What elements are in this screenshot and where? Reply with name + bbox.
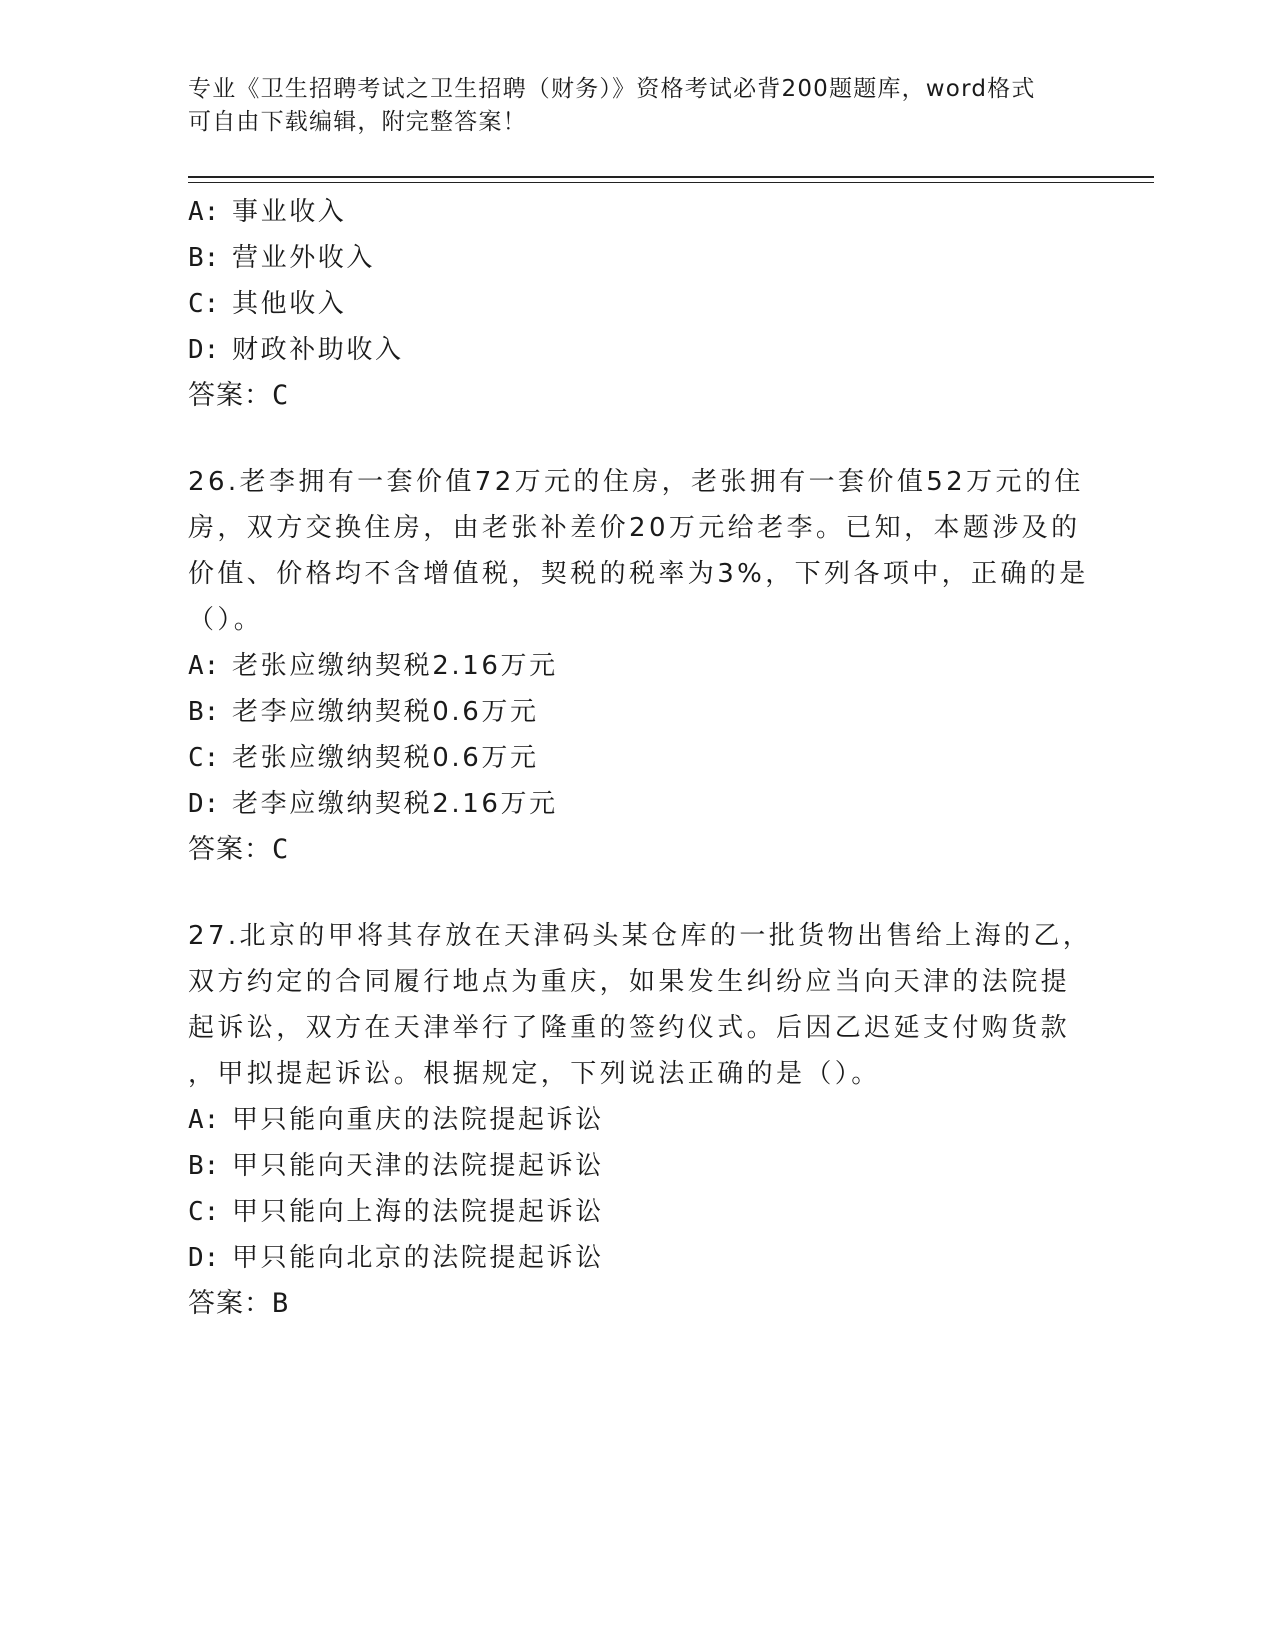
option-b [188,235,1088,281]
option-label: B: [188,697,220,727]
answer-value: C [272,380,290,411]
option-label: D: [188,1243,220,1273]
stem-line: （）。 [188,605,264,635]
answer-line [188,827,1088,873]
spacer [188,419,1088,459]
option-d [188,327,1088,373]
answer-label: 答案： [188,834,272,865]
option-c [188,735,1088,781]
header-divider-thin [188,182,1154,183]
option-label: D: [188,335,220,365]
header-line-1: 专业《卫生招聘考试之卫生招聘（财务）》资格考试必背200题题库，word格式 [188,76,1036,102]
option-text: 老李应缴纳契税2.16万元 [232,789,558,819]
option-text: 甲只能向重庆的法院提起诉讼 [232,1105,604,1135]
question-stem [188,459,1088,643]
option-text: 老张应缴纳契税2.16万元 [232,651,558,681]
option-text: 营业外收入 [232,243,376,273]
option-label: A: [188,651,220,681]
option-label: C: [188,743,220,773]
option-label: B: [188,243,220,273]
option-label: C: [188,1197,220,1227]
spacer [188,873,1088,913]
option-c [188,1189,1088,1235]
option-text: 甲只能向北京的法院提起诉讼 [232,1243,604,1273]
stem-line: 价值、价格均不含增值税，契税的税率为3%，下列各项中，正确的是 [188,559,1089,589]
stem-line: 起诉讼，双方在天津举行了隆重的签约仪式。后因乙迟延支付购货款 [188,1013,1071,1043]
header-divider-thick [188,176,1154,178]
answer-line [188,373,1088,419]
option-d [188,1235,1088,1281]
option-text: 甲只能向上海的法院提起诉讼 [232,1197,604,1227]
option-text: 财政补助收入 [232,335,404,365]
stem-line: 26.老李拥有一套价值72万元的住房，老张拥有一套价值52万元的住 [188,467,1084,497]
answer-label: 答案： [188,380,272,411]
question-26 [188,459,1088,873]
question-stem [188,913,1093,1097]
option-text: 老李应缴纳契税0.6万元 [232,697,539,727]
option-a [188,1097,1088,1143]
option-text: 老张应缴纳契税0.6万元 [232,743,539,773]
option-a [188,643,1088,689]
answer-label: 答案： [188,1288,272,1319]
question-25-continued [188,189,1088,419]
stem-line: 双方约定的合同履行地点为重庆，如果发生纠纷应当向天津的法院提 [188,967,1071,997]
header-line-2: 可自由下载编辑，附完整答案！ [188,109,527,135]
option-c [188,281,1088,327]
answer-line [188,1281,1088,1327]
option-label: B: [188,1151,220,1181]
option-a [188,189,1088,235]
option-b [188,689,1088,735]
document-header [188,73,1068,139]
question-27 [188,913,1093,1327]
option-label: C: [188,289,220,319]
stem-line: ，甲拟提起诉讼。根据规定，下列说法正确的是（）。 [188,1059,881,1089]
option-label: D: [188,789,220,819]
option-b [188,1143,1088,1189]
stem-line: 房，双方交换住房，由老张补差价20万元给老李。已知，本题涉及的 [188,513,1081,543]
option-text: 甲只能向天津的法院提起诉讼 [232,1151,604,1181]
answer-value: C [272,834,290,865]
document-body [188,189,1093,1327]
option-text: 事业收入 [232,197,347,227]
answer-value: B [272,1288,290,1319]
option-label: A: [188,197,220,227]
option-label: A: [188,1105,220,1135]
stem-line: 27.北京的甲将其存放在天津码头某仓库的一批货物出售给上海的乙， [188,921,1093,951]
option-text: 其他收入 [232,289,347,319]
option-d [188,781,1088,827]
